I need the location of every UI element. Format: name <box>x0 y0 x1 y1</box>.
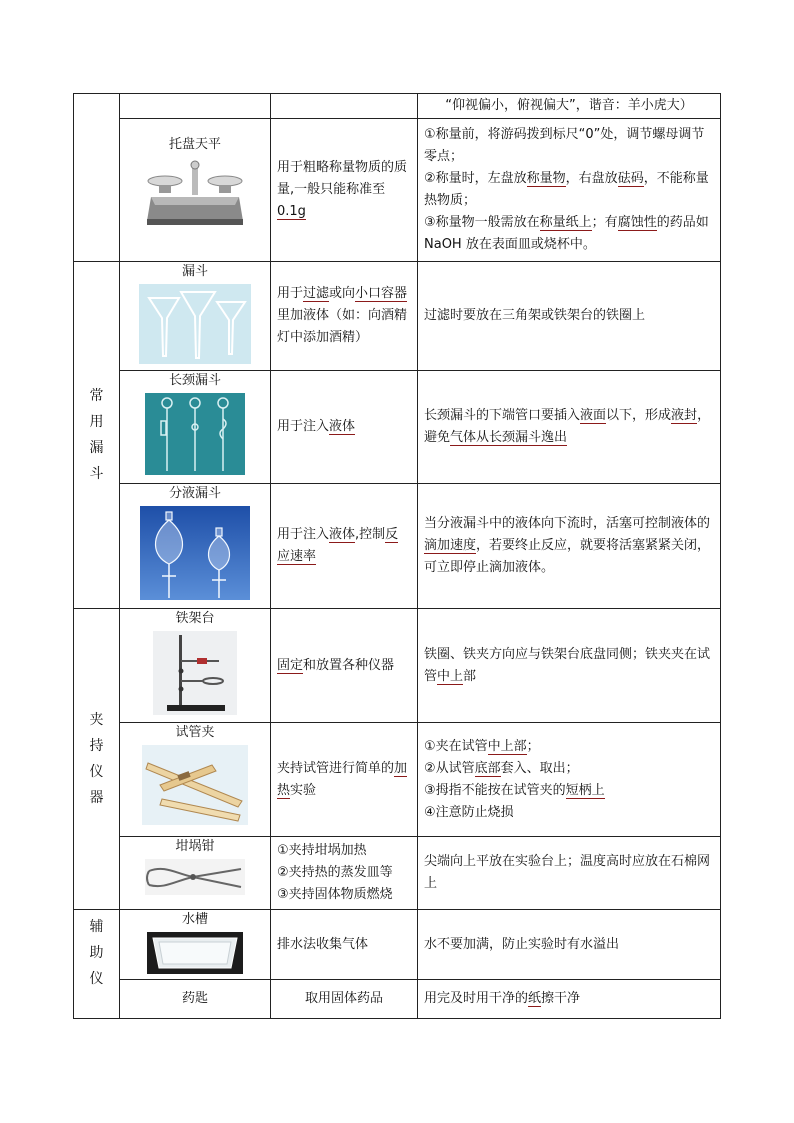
use-cell: 夹持试管进行简单的加热实验 <box>271 723 418 837</box>
instrument-cell <box>120 723 271 837</box>
table-row <box>74 609 721 723</box>
note-cell: 水不要加满，防止实验时有水溢出 <box>418 910 721 980</box>
instrument-cell <box>120 609 271 723</box>
balance-image <box>143 157 247 229</box>
table-row <box>74 910 721 980</box>
use-cell: 用于过滤或向小口容器里加液体（如：向酒精灯中添加酒精） <box>271 262 418 371</box>
table-row <box>74 484 721 609</box>
funnel-image <box>139 284 251 364</box>
instrument-table <box>73 93 721 1019</box>
instrument-cell <box>120 119 271 262</box>
note-cell: 铁圈、铁夹方向应与铁架台底盘同侧；铁夹夹在试管中上部 <box>418 609 721 723</box>
note-cell: 尖端向上平放在实验台上；温度高时应放在石棉网上 <box>418 837 721 910</box>
category-cell <box>74 94 120 262</box>
note-cell: ①称量前，将游码拨到标尺“0”处，调节螺母调节零点； ②称量时，左盘放称量物，右盘放砝码，不能称量热物质； ③称量物一般需放在称量纸上；有腐蚀性的药品如 NaOH 放在表面皿或烧杯中。 <box>418 119 721 262</box>
use-cell: ①夹持坩埚加热 ②夹持热的蒸发皿等 ③夹持固体物质燃烧 <box>271 837 418 910</box>
category-cell: 夹 持 仪 器 <box>74 609 120 910</box>
use-cell: 用于粗略称量物质的质量,一般只能称准至 0.1g <box>271 119 418 262</box>
use-cell: 固定和放置各种仪器 <box>271 609 418 723</box>
table-row <box>74 723 721 837</box>
water-trough-image <box>147 932 243 974</box>
note-cell: ①夹在试管中上部； ②从试管底部套入、取出； ③拇指不能按在试管夹的短柄上 ④注意防止烧损 <box>418 723 721 837</box>
note-cell: 当分液漏斗中的液体向下流时，活塞可控制液体的滴加速度，若要终止反应，就要将活塞紧紧关闭，可立即停止滴加液体。 <box>418 484 721 609</box>
instrument-name: 坩埚钳 <box>175 839 215 854</box>
instrument-name: 漏斗 <box>181 264 208 279</box>
table-row <box>74 837 721 910</box>
note-cell: 用完及时用干净的纸擦干净 <box>418 980 721 1019</box>
instrument-cell <box>120 484 271 609</box>
instrument-name: 长颈漏斗 <box>168 373 221 388</box>
instrument-cell <box>120 371 271 484</box>
table-row <box>74 119 721 262</box>
table-row <box>74 980 721 1019</box>
crucible-tongs-image <box>145 859 245 895</box>
instrument-name: 铁架台 <box>175 611 215 626</box>
note-cell: 过滤时要放在三角架或铁架台的铁圈上 <box>418 262 721 371</box>
use-cell: 用于注入液体 <box>271 371 418 484</box>
instrument-cell <box>120 910 271 980</box>
instrument-cell <box>120 262 271 371</box>
long-funnel-image <box>145 393 245 475</box>
iron-stand-image <box>153 631 237 715</box>
instrument-name: 分液漏斗 <box>168 486 221 501</box>
use-cell: 取用固体药品 <box>271 980 418 1019</box>
table-row <box>74 262 721 371</box>
instrument-name: 托盘天平 <box>168 137 221 152</box>
note-cell: 长颈漏斗的下端管口要插入液面以下，形成液封，避免气体从长颈漏斗逸出 <box>418 371 721 484</box>
instrument-name: 药匙 <box>120 980 271 1019</box>
note-cell: “仰视偏小，俯视偏大”，谐音：羊小虎大） <box>418 94 721 119</box>
separatory-funnel-image <box>140 506 250 600</box>
instrument-name: 水槽 <box>181 912 208 927</box>
test-tube-clamp-image <box>142 745 248 825</box>
category-cell: 常 用 漏 斗 <box>74 262 120 609</box>
use-cell: 用于注入液体,控制反应速率 <box>271 484 418 609</box>
use-cell: 排水法收集气体 <box>271 910 418 980</box>
table-row <box>74 94 721 119</box>
instrument-name: 试管夹 <box>175 725 215 740</box>
table-row <box>74 371 721 484</box>
instrument-cell <box>120 837 271 910</box>
category-cell: 辅 助 仪 <box>74 910 120 1019</box>
